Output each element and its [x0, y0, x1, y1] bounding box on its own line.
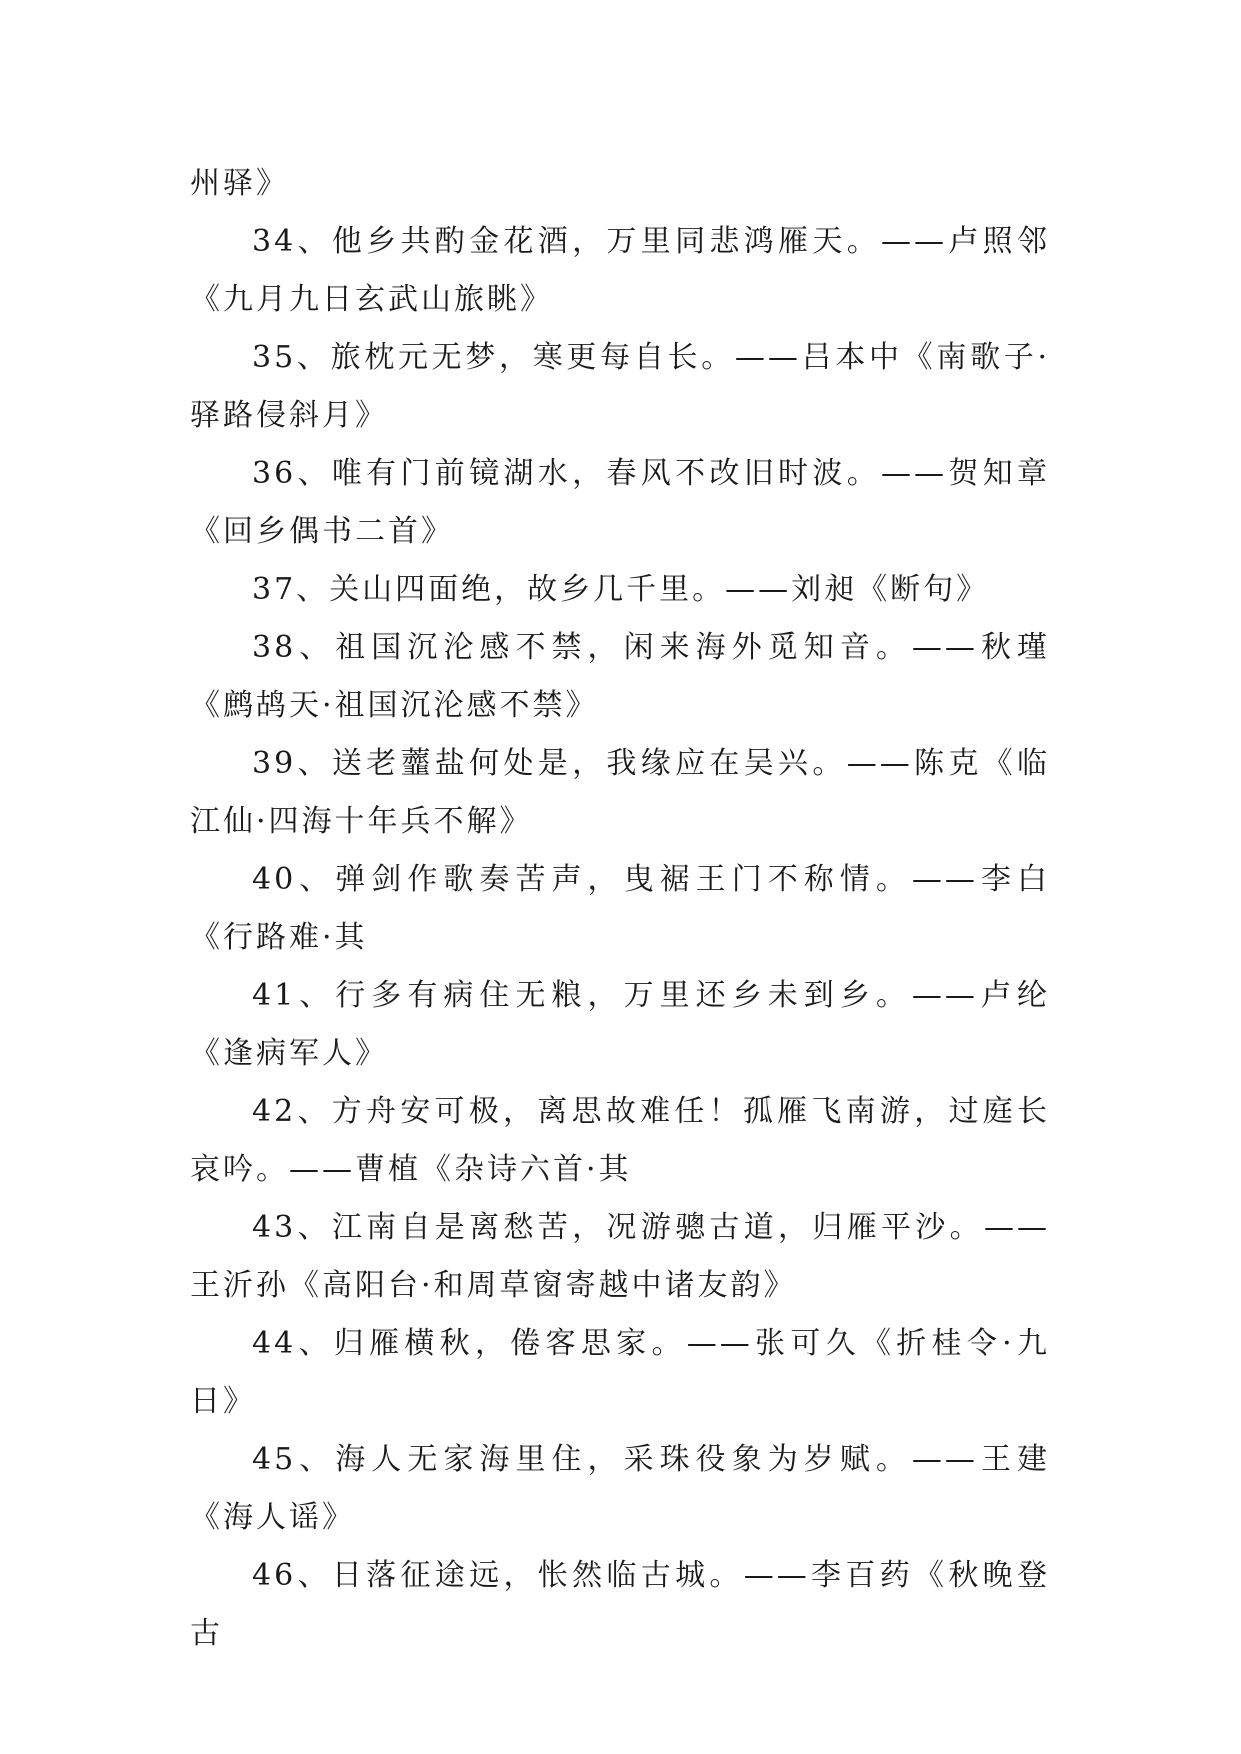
paragraph-44: 44、归雁横秋，倦客思家。——张可久《折桂令·九日》 — [190, 1326, 1050, 1419]
paragraph-40: 40、弹剑作歌奏苦声，曳裾王门不称情。——李白《行路难·其 — [190, 862, 1050, 955]
paragraph-43: 43、江南自是离愁苦，况游骢古道，归雁平沙。——王沂孙《高阳台·和周草窗寄越中诸友韵》 — [190, 1210, 1050, 1303]
paragraph-34: 34、他乡共酌金花酒，万里同悲鸿雁天。——卢照邻《九月九日玄武山旅眺》 — [190, 224, 1050, 317]
paragraph-33-continuation: 州驿》 — [190, 166, 289, 201]
paragraph-46: 46、日落征途远，怅然临古城。——李百药《秋晚登古 — [190, 1558, 1050, 1651]
paragraph-39: 39、送老虀盐何处是，我缘应在吴兴。——陈克《临江仙·四海十年兵不解》 — [190, 746, 1050, 839]
paragraph-42: 42、方舟安可极，离思故难任！孤雁飞南游，过庭长哀吟。——曹植《杂诗六首·其 — [190, 1094, 1050, 1187]
paragraph-36: 36、唯有门前镜湖水，春风不改旧时波。——贺知章《回乡偶书二首》 — [190, 456, 1050, 549]
paragraph-37: 37、关山四面绝，故乡几千里。——刘昶《断句》 — [252, 572, 990, 607]
paragraph-35: 35、旅枕元无梦，寒更每自长。——吕本中《南歌子·驿路侵斜月》 — [190, 340, 1050, 433]
paragraph-45: 45、海人无家海里住，采珠役象为岁赋。——王建《海人谣》 — [190, 1442, 1050, 1535]
poem-list — [190, 155, 1050, 1663]
paragraph-38: 38、祖国沉沦感不禁，闲来海外觅知音。——秋瑾《鹧鸪天·祖国沉沦感不禁》 — [190, 630, 1050, 723]
paragraph-41: 41、行多有病住无粮，万里还乡未到乡。——卢纶《逢病军人》 — [190, 978, 1050, 1071]
